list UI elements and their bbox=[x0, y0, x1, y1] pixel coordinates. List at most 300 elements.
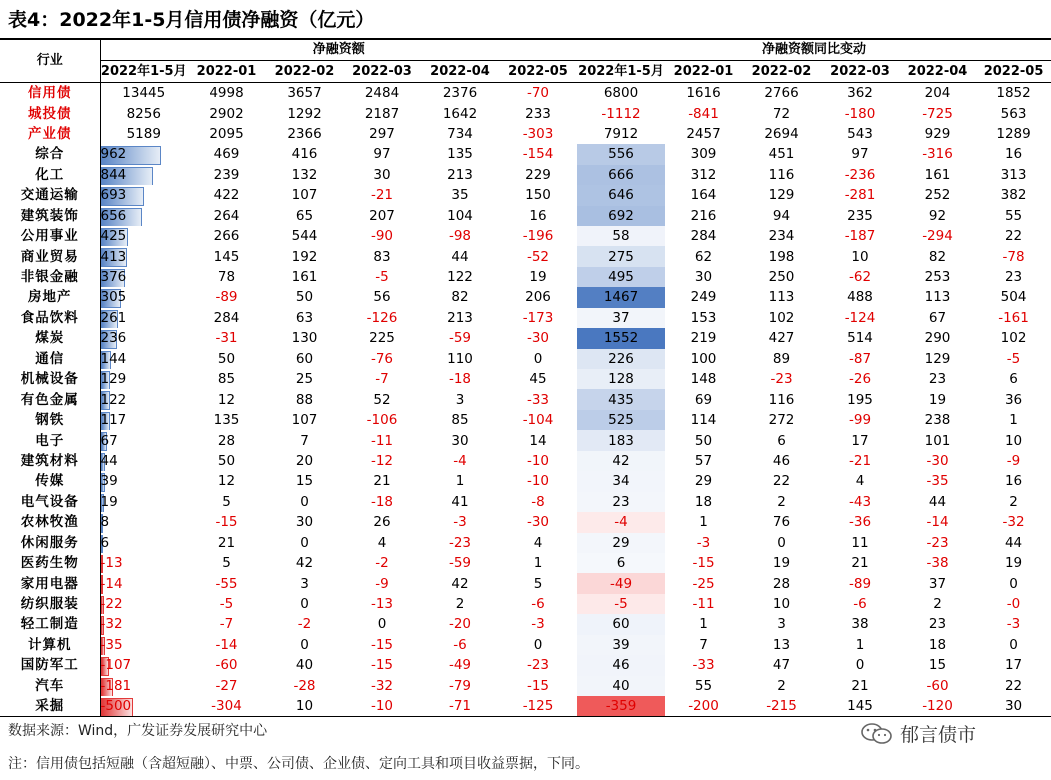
net-total-value: -14 bbox=[100, 575, 123, 592]
industry-name: 医药生物 bbox=[0, 553, 100, 573]
yoy-value-cell: 18 bbox=[694, 493, 713, 510]
net-value-cell: 239 bbox=[213, 166, 240, 183]
net-total-cell bbox=[100, 165, 187, 185]
yoy-value-cell: 1289 bbox=[996, 125, 1031, 142]
net-value-cell: -59 bbox=[448, 330, 472, 347]
net-value-cell: 28 bbox=[217, 432, 236, 449]
net-value-cell: 207 bbox=[369, 207, 395, 224]
net-value-cell: 14 bbox=[529, 432, 547, 449]
net-value-cell: -52 bbox=[526, 248, 550, 265]
yoy-value-cell: 504 bbox=[1000, 289, 1027, 306]
yoy-value-cell: 44 bbox=[928, 493, 947, 510]
net-value-cell: 107 bbox=[291, 187, 318, 204]
yoy-value-cell: 94 bbox=[772, 207, 791, 224]
yoy-value-cell: 92 bbox=[928, 207, 947, 224]
yoy-value-cell: 2 bbox=[1009, 493, 1018, 510]
industry-name: 有色金属 bbox=[0, 389, 100, 409]
net-value-cell: -173 bbox=[522, 309, 554, 326]
yoy-value-cell: 145 bbox=[821, 696, 899, 717]
yoy-value-cell: -62 bbox=[848, 269, 872, 286]
net-value-cell: -15 bbox=[215, 514, 238, 531]
yoy-value-cell: -99 bbox=[848, 412, 872, 429]
net-value-cell: 2187 bbox=[364, 105, 400, 122]
net-value-cell: -126 bbox=[366, 309, 398, 326]
net-value-cell: -10 bbox=[343, 696, 421, 717]
net-value-cell: 65 bbox=[295, 207, 314, 224]
net-total-value: 129 bbox=[100, 371, 127, 388]
industry-name: 国防军工 bbox=[0, 655, 100, 675]
net-value-cell: -89 bbox=[215, 289, 238, 306]
net-value-cell: -154 bbox=[522, 146, 554, 163]
yoy-value-cell: 30 bbox=[694, 269, 713, 286]
yoy-value-cell: 23 bbox=[1004, 269, 1023, 286]
net-total-cell bbox=[100, 144, 187, 164]
net-value-cell: 192 bbox=[291, 248, 318, 265]
table-row bbox=[0, 246, 1051, 266]
industry-name: 公用事业 bbox=[0, 226, 100, 246]
net-value-cell: 0 bbox=[377, 616, 387, 633]
net-value-cell: 56 bbox=[373, 289, 391, 306]
net-value-cell: 0 bbox=[300, 596, 309, 613]
net-total-value: 144 bbox=[100, 350, 127, 367]
yoy-value-cell: -5 bbox=[1006, 350, 1021, 367]
yoy-value-cell: -87 bbox=[848, 350, 872, 367]
net-value-cell: 8256 bbox=[126, 105, 161, 122]
yoy-value-cell: 21 bbox=[851, 677, 869, 694]
table-row bbox=[0, 594, 1051, 614]
yoy-total-heat-cell: 666 bbox=[577, 165, 665, 185]
table-row bbox=[0, 553, 1051, 573]
net-total-value: 122 bbox=[100, 391, 127, 408]
net-total-value: 413 bbox=[100, 248, 127, 265]
yoy-value-cell: -187 bbox=[844, 228, 876, 245]
yoy-value-cell: -25 bbox=[692, 575, 715, 592]
table-row bbox=[0, 430, 1051, 450]
net-value-cell: 107 bbox=[291, 412, 318, 429]
period-header-net-3: 2022-03 bbox=[343, 61, 421, 82]
net-value-cell: 30 bbox=[451, 432, 469, 449]
yoy-value-cell: -36 bbox=[848, 514, 872, 531]
yoy-value-cell: 148 bbox=[690, 371, 717, 388]
net-value-cell: -5 bbox=[219, 596, 234, 613]
net-value-cell: -18 bbox=[370, 493, 394, 510]
net-value-cell: -71 bbox=[421, 696, 499, 717]
yoy-value-cell: -9 bbox=[1006, 452, 1021, 469]
table-row bbox=[0, 696, 1051, 717]
net-value-cell: -60 bbox=[215, 657, 238, 674]
yoy-total-heat-cell: 23 bbox=[577, 492, 665, 512]
yoy-value-cell: -23 bbox=[926, 534, 949, 551]
net-value-cell: 1 bbox=[455, 473, 465, 490]
yoy-value-cell: 2694 bbox=[764, 125, 799, 142]
yoy-value-cell: 55 bbox=[694, 677, 713, 694]
net-value-cell: 150 bbox=[525, 187, 551, 204]
yoy-value-cell: 17 bbox=[851, 432, 869, 449]
net-value-cell: -7 bbox=[219, 616, 234, 633]
net-value-cell: 15 bbox=[295, 473, 314, 490]
net-total-value: 44 bbox=[100, 452, 118, 469]
industry-name: 通信 bbox=[0, 349, 100, 369]
industry-name: 建筑装饰 bbox=[0, 206, 100, 226]
industry-name: 钢铁 bbox=[0, 410, 100, 430]
net-value-cell: 10 bbox=[266, 696, 343, 717]
industry-name: 信用债 bbox=[0, 82, 100, 103]
table-row bbox=[0, 573, 1051, 593]
yoy-value-cell: 7912 bbox=[603, 125, 639, 142]
net-value-cell: 0 bbox=[300, 636, 309, 653]
yoy-total-heat-cell: 1552 bbox=[577, 328, 665, 348]
table-row bbox=[0, 512, 1051, 532]
yoy-value-cell: 272 bbox=[768, 412, 795, 429]
net-value-cell: 82 bbox=[451, 289, 469, 306]
net-value-cell: 5 bbox=[222, 493, 231, 510]
net-value-cell: -10 bbox=[526, 473, 550, 490]
footnote: 注：信用债包括短融（含超短融）、中票、公司债、企业债、定向工具和项目收益票据，下同。 bbox=[8, 756, 589, 772]
net-value-cell: 16 bbox=[529, 207, 547, 224]
net-total-value: 8 bbox=[100, 514, 110, 531]
yoy-value-cell: 2 bbox=[777, 677, 786, 694]
net-total-cell bbox=[100, 492, 187, 512]
period-header-yoy-0: 2022年1-5月 bbox=[577, 61, 665, 82]
net-value-cell: -2 bbox=[375, 555, 389, 572]
industry-name: 汽车 bbox=[0, 676, 100, 696]
net-value-cell: 422 bbox=[213, 187, 240, 204]
net-total-value: -181 bbox=[100, 677, 132, 694]
net-total-value: 6 bbox=[100, 534, 110, 551]
yoy-value-cell: 290 bbox=[924, 330, 951, 347]
net-total-cell bbox=[100, 246, 187, 266]
table-row bbox=[0, 287, 1051, 307]
net-value-cell: 233 bbox=[525, 105, 551, 122]
table-row bbox=[0, 206, 1051, 226]
yoy-value-cell: 1 bbox=[855, 636, 865, 653]
net-value-cell: 2095 bbox=[209, 125, 244, 142]
yoy-value-cell: -236 bbox=[844, 166, 876, 183]
yoy-value-cell: 102 bbox=[768, 309, 795, 326]
yoy-total-heat-cell: 275 bbox=[577, 246, 665, 266]
net-value-cell: 2484 bbox=[364, 85, 400, 102]
period-header-yoy-3: 2022-03 bbox=[821, 61, 899, 82]
yoy-value-cell: 1616 bbox=[686, 85, 721, 102]
net-value-cell: -20 bbox=[448, 616, 472, 633]
net-value-cell: 5189 bbox=[126, 125, 161, 142]
yoy-total-heat-cell: 60 bbox=[577, 614, 665, 634]
net-total-value: -13 bbox=[100, 555, 123, 572]
net-value-cell: -27 bbox=[215, 677, 238, 694]
net-value-cell: -11 bbox=[370, 432, 394, 449]
net-value-cell: 4 bbox=[377, 534, 387, 551]
yoy-value-cell: -23 bbox=[770, 371, 793, 388]
yoy-value-cell: -26 bbox=[848, 371, 872, 388]
net-value-cell: 284 bbox=[213, 309, 240, 326]
net-value-cell: -15 bbox=[370, 657, 394, 674]
net-total-cell bbox=[100, 635, 187, 655]
net-value-cell: 1642 bbox=[442, 105, 478, 122]
yoy-total-heat-cell: -4 bbox=[577, 512, 665, 532]
net-value-cell: 97 bbox=[373, 146, 391, 163]
net-value-cell: -14 bbox=[215, 636, 238, 653]
yoy-total-heat-cell: 692 bbox=[577, 206, 665, 226]
yoy-value-cell: 17 bbox=[1004, 657, 1023, 674]
net-total-cell bbox=[100, 185, 187, 205]
period-header-net-2: 2022-02 bbox=[266, 61, 343, 82]
net-total-value: 656 bbox=[100, 207, 127, 224]
yoy-value-cell: 28 bbox=[772, 575, 791, 592]
net-total-cell bbox=[100, 573, 187, 593]
net-value-cell: 297 bbox=[369, 125, 395, 142]
yoy-value-cell: 2 bbox=[933, 596, 942, 613]
net-total-cell bbox=[100, 226, 187, 246]
period-header-net-1: 2022-01 bbox=[187, 61, 266, 82]
net-value-cell: -21 bbox=[370, 187, 394, 204]
net-value-cell: 0 bbox=[300, 534, 309, 551]
net-value-cell: 3 bbox=[300, 575, 309, 592]
net-total-cell bbox=[100, 308, 187, 328]
table-row bbox=[0, 82, 1051, 103]
yoy-value-cell: 23 bbox=[928, 371, 947, 388]
net-total-value: 844 bbox=[100, 166, 127, 183]
net-value-cell: 50 bbox=[295, 289, 314, 306]
net-value-cell: -13 bbox=[370, 596, 394, 613]
net-value-cell: 544 bbox=[291, 228, 318, 245]
net-value-cell: 229 bbox=[525, 166, 551, 183]
yoy-total-heat-cell: 226 bbox=[577, 349, 665, 369]
industry-name: 农林牧渔 bbox=[0, 512, 100, 532]
net-total-value: -32 bbox=[100, 616, 123, 633]
net-total-value: 236 bbox=[100, 330, 127, 347]
net-value-cell: -59 bbox=[448, 555, 472, 572]
yoy-value-cell: 38 bbox=[851, 616, 869, 633]
industry-name: 休闲服务 bbox=[0, 533, 100, 553]
net-value-cell: 20 bbox=[295, 452, 314, 469]
industry-name: 交通运输 bbox=[0, 185, 100, 205]
industry-name: 机械设备 bbox=[0, 369, 100, 389]
yoy-value-cell: 235 bbox=[847, 207, 873, 224]
net-value-cell: 1 bbox=[533, 555, 543, 572]
net-value-cell: 0 bbox=[533, 350, 543, 367]
yoy-total-heat-cell: 29 bbox=[577, 533, 665, 553]
yoy-value-cell: 313 bbox=[1000, 166, 1027, 183]
industry-name: 采掘 bbox=[0, 696, 100, 717]
net-total-value: -22 bbox=[100, 596, 123, 613]
net-total-cell bbox=[100, 614, 187, 634]
net-value-cell: 26 bbox=[373, 514, 391, 531]
yoy-total-heat-cell: 183 bbox=[577, 430, 665, 450]
net-value-cell: -32 bbox=[370, 677, 394, 694]
net-value-cell: 0 bbox=[533, 636, 543, 653]
net-value-cell: 2366 bbox=[287, 125, 322, 142]
yoy-total-heat-cell: 128 bbox=[577, 369, 665, 389]
yoy-value-cell: 16 bbox=[1004, 473, 1023, 490]
net-value-cell: 213 bbox=[447, 166, 473, 183]
net-total-cell bbox=[100, 451, 187, 471]
table-row bbox=[0, 369, 1051, 389]
table-row bbox=[0, 655, 1051, 675]
table-row bbox=[0, 165, 1051, 185]
table-row bbox=[0, 267, 1051, 287]
net-value-cell: -30 bbox=[526, 514, 550, 531]
yoy-value-cell: 250 bbox=[768, 269, 795, 286]
yoy-value-cell: 427 bbox=[768, 330, 795, 347]
yoy-value-cell: -38 bbox=[926, 555, 949, 572]
yoy-value-cell: 46 bbox=[772, 452, 791, 469]
net-total-cell bbox=[100, 696, 187, 717]
yoy-value-cell: 114 bbox=[690, 412, 717, 429]
net-value-cell: 25 bbox=[295, 371, 314, 388]
net-value-cell: -5 bbox=[375, 269, 389, 286]
yoy-total-heat-cell: 435 bbox=[577, 389, 665, 409]
net-value-cell: 132 bbox=[291, 166, 318, 183]
net-total-cell bbox=[100, 328, 187, 348]
period-header-yoy-1: 2022-01 bbox=[665, 61, 742, 82]
net-value-cell: 135 bbox=[213, 412, 240, 429]
yoy-value-cell: -725 bbox=[922, 105, 953, 122]
net-total-cell bbox=[100, 287, 187, 307]
period-header-yoy-4: 2022-04 bbox=[899, 61, 976, 82]
wechat-badge bbox=[860, 720, 976, 747]
yoy-value-cell: 72 bbox=[772, 105, 791, 122]
yoy-value-cell: -161 bbox=[998, 309, 1029, 326]
yoy-total-heat-cell: 495 bbox=[577, 267, 665, 287]
industry-name: 综合 bbox=[0, 144, 100, 164]
yoy-value-cell: -21 bbox=[848, 452, 872, 469]
yoy-value-cell: 382 bbox=[1000, 187, 1027, 204]
table-row bbox=[0, 410, 1051, 430]
yoy-value-cell: 16 bbox=[1004, 146, 1023, 163]
net-value-cell: 42 bbox=[295, 555, 314, 572]
net-total-cell bbox=[100, 369, 187, 389]
yoy-value-cell: 10 bbox=[851, 248, 869, 265]
yoy-value-cell: 0 bbox=[1009, 575, 1018, 592]
yoy-value-cell: 312 bbox=[690, 166, 717, 183]
yoy-value-cell: 76 bbox=[772, 514, 791, 531]
yoy-value-cell: 22 bbox=[1004, 677, 1023, 694]
net-total-value: -500 bbox=[100, 698, 132, 715]
yoy-value-cell: 129 bbox=[924, 350, 951, 367]
yoy-value-cell: -33 bbox=[692, 657, 715, 674]
net-value-cell: 85 bbox=[451, 412, 469, 429]
yoy-value-cell: 6800 bbox=[603, 85, 639, 102]
yoy-change-group-header: 净融资额同比变动 bbox=[577, 40, 1051, 61]
yoy-value-cell: 101 bbox=[924, 432, 951, 449]
table-row bbox=[0, 226, 1051, 246]
yoy-value-cell: -43 bbox=[848, 493, 872, 510]
net-total-cell bbox=[100, 655, 187, 675]
yoy-value-cell: 15 bbox=[928, 657, 947, 674]
net-total-value: 117 bbox=[100, 412, 127, 429]
yoy-value-cell: 2766 bbox=[764, 85, 799, 102]
yoy-value-cell: 116 bbox=[768, 391, 795, 408]
net-value-cell: 12 bbox=[217, 391, 236, 408]
yoy-value-cell: 11 bbox=[851, 534, 869, 551]
yoy-value-cell: 18 bbox=[928, 636, 947, 653]
yoy-value-cell: -120 bbox=[899, 696, 976, 717]
industry-name: 煤炭 bbox=[0, 328, 100, 348]
yoy-value-cell: -89 bbox=[848, 575, 872, 592]
yoy-value-cell: 164 bbox=[690, 187, 717, 204]
table-row bbox=[0, 676, 1051, 696]
net-value-cell: 60 bbox=[295, 350, 314, 367]
net-value-cell: 416 bbox=[291, 146, 318, 163]
net-value-cell: -6 bbox=[531, 596, 545, 613]
net-value-cell: 469 bbox=[213, 146, 240, 163]
yoy-value-cell: -60 bbox=[926, 677, 949, 694]
yoy-value-cell: 153 bbox=[690, 309, 717, 326]
yoy-value-cell: 55 bbox=[1004, 207, 1023, 224]
table-row bbox=[0, 635, 1051, 655]
yoy-value-cell: -11 bbox=[692, 596, 715, 613]
yoy-value-cell: -78 bbox=[1002, 248, 1025, 265]
net-value-cell: 4 bbox=[533, 534, 543, 551]
net-value-cell: 21 bbox=[373, 473, 391, 490]
industry-name: 商业贸易 bbox=[0, 246, 100, 266]
net-value-cell: 4998 bbox=[209, 85, 244, 102]
yoy-value-cell: 0 bbox=[855, 657, 865, 674]
net-value-cell: 30 bbox=[295, 514, 314, 531]
industry-header: 行业 bbox=[0, 40, 100, 82]
net-value-cell: 206 bbox=[525, 289, 551, 306]
yoy-value-cell: 4 bbox=[855, 473, 865, 490]
net-value-cell: 50 bbox=[217, 350, 236, 367]
yoy-value-cell: 0 bbox=[1009, 636, 1018, 653]
yoy-total-heat-cell: 58 bbox=[577, 226, 665, 246]
yoy-value-cell: -0 bbox=[1006, 596, 1021, 613]
net-value-cell: -28 bbox=[293, 677, 316, 694]
net-total-value: 261 bbox=[100, 309, 127, 326]
net-total-cell bbox=[100, 206, 187, 226]
yoy-value-cell: 219 bbox=[690, 330, 717, 347]
net-value-cell: -33 bbox=[526, 391, 550, 408]
yoy-value-cell: 62 bbox=[694, 248, 713, 265]
net-total-value: 962 bbox=[100, 146, 127, 163]
yoy-total-heat-cell: 42 bbox=[577, 451, 665, 471]
yoy-value-cell: 10 bbox=[772, 596, 791, 613]
yoy-value-cell: -124 bbox=[844, 309, 876, 326]
net-value-cell: 42 bbox=[451, 575, 469, 592]
net-value-cell: -303 bbox=[522, 125, 554, 142]
yoy-value-cell: 13 bbox=[772, 636, 791, 653]
net-value-cell: 88 bbox=[295, 391, 314, 408]
yoy-value-cell: 563 bbox=[1000, 105, 1027, 122]
industry-name: 城投债 bbox=[0, 103, 100, 123]
net-value-cell: -15 bbox=[526, 677, 550, 694]
net-value-cell: -106 bbox=[366, 412, 398, 429]
net-value-cell: -70 bbox=[526, 85, 550, 102]
industry-name: 房地产 bbox=[0, 287, 100, 307]
yoy-value-cell: 82 bbox=[928, 248, 947, 265]
yoy-total-heat-cell: 40 bbox=[577, 676, 665, 696]
net-value-cell: -30 bbox=[526, 330, 550, 347]
yoy-total-heat-cell: 6 bbox=[577, 553, 665, 573]
net-value-cell: -196 bbox=[522, 228, 554, 245]
period-header-net-0: 2022年1-5月 bbox=[100, 61, 187, 82]
yoy-value-cell: -180 bbox=[844, 105, 876, 122]
table-row bbox=[0, 389, 1051, 409]
table-row bbox=[0, 492, 1051, 512]
table-row bbox=[0, 144, 1051, 164]
yoy-total-heat-cell: 39 bbox=[577, 635, 665, 655]
net-value-cell: 145 bbox=[213, 248, 240, 265]
table-row bbox=[0, 328, 1051, 348]
yoy-total-heat-cell: 37 bbox=[577, 308, 665, 328]
yoy-value-cell: 2457 bbox=[686, 125, 721, 142]
yoy-value-cell: -316 bbox=[922, 146, 953, 163]
net-total-value: 693 bbox=[100, 187, 127, 204]
industry-name: 化工 bbox=[0, 165, 100, 185]
yoy-value-cell: 1 bbox=[699, 616, 708, 633]
net-total-value: -35 bbox=[100, 636, 123, 653]
yoy-value-cell: 195 bbox=[847, 391, 873, 408]
